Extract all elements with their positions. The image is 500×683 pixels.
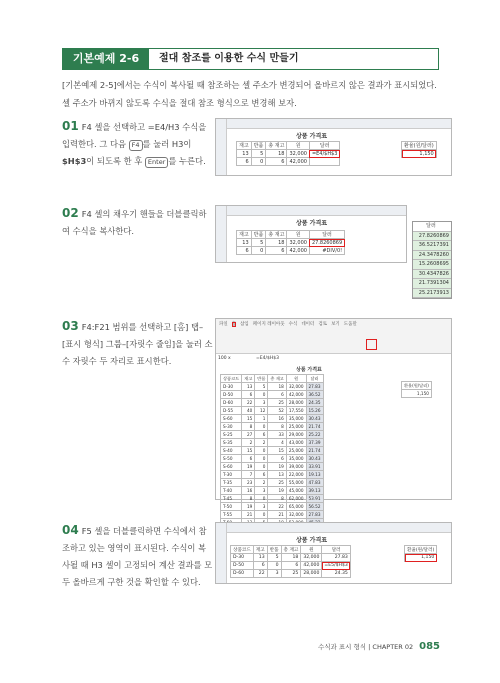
- key-enter: Enter: [145, 157, 168, 168]
- table-row: T-50 19 3 22 65,000 56.52: [221, 503, 324, 511]
- rate-cell[interactable]: 1,150: [402, 150, 437, 158]
- page-number: 085: [419, 641, 441, 652]
- screenshot-4: 상품 가격표 상품코드 재고 반품 총 재고 원 달러 D-30 13 5 18 32,000 27.83 D-50 6 0 6 42,000 =E5/$H$3 D-60 22 3 25 28,000 24.35 환율(원/달러) 1,150: [215, 522, 452, 584]
- example-tag: 기본예제 2-6: [63, 49, 149, 69]
- sheet-table-1: 재고 반품 총 재고 원 달러 13 5 18 32,000 =E4/$H$3 6 0 6 42,000: [236, 141, 340, 166]
- sheet-table-2: 재고 반품 총 재고 원 달러 13 5 18 32,000 27.8260869 6 0 6 42,000 #DIV/0!: [236, 230, 345, 255]
- excel-ribbon: 파일 홈 삽입 페이지 레이아웃 수식 데이터 검토 보기 도움말: [216, 319, 451, 354]
- table-row: D-55 40 12 52 17,550 15.26: [221, 407, 324, 415]
- step-1: 01 F4 셀을 선택하고 =E4/H3 수식을 입력한다. 그 다음 F4 를 눌러 H3이 $H$3이 되도록 한 후 Enter 를 누른다.: [62, 119, 207, 166]
- formula-cell[interactable]: =E4/$H$3: [309, 150, 340, 158]
- table-row: D-50 6 0 6 42,000 36.52: [221, 391, 324, 399]
- example-title: 절대 참조를 이용한 수식 만들기: [159, 53, 299, 64]
- editing-cell[interactable]: =E5/$H$3: [322, 562, 350, 570]
- screenshot-2: 상품 가격표 재고 반품 총 재고 원 달러 13 5 18 32,000 27.8260869 6 0 6 42,000 #DIV/0!: [215, 205, 407, 263]
- table-row: T-35 23 2 25 55,000 47.83: [221, 479, 324, 487]
- table-row: S-35 2 2 4 43,000 37.39: [221, 439, 324, 447]
- tab-home[interactable]: 홈: [231, 322, 237, 327]
- table-row: T-30 7 6 13 22,000 19.13: [221, 471, 324, 479]
- table-row: T-45 8 0 8 62,000 53.91: [221, 495, 324, 503]
- formula-bar[interactable]: =E4/$H$3: [256, 356, 279, 361]
- example-title-bar: [62, 48, 439, 70]
- name-box[interactable]: 100 x: [218, 356, 231, 361]
- table-row: S-30 8 0 8 25,000 21.74: [221, 423, 324, 431]
- screenshot-1: [215, 118, 452, 176]
- sheet-title: 상품 가격표: [296, 133, 328, 140]
- step-2: 02 F4 셀의 채우기 핸들을 더블클릭하여 수식을 복사한다.: [62, 206, 207, 236]
- table-row: S-60 19 0 19 39,000 33.91: [221, 463, 324, 471]
- intro-paragraph: [기본예제 2-5]에서는 수식이 복사될 때 참조하는 셀 주소가 변경되어 올바르지 않은 결과가 표시되었다. 셀 주소가 바뀌지 않도록 수식을 절대 참조 형식으로 변경해 보자.: [62, 80, 437, 108]
- table-row: D-30 13 5 18 32,000 27.83: [221, 383, 324, 391]
- step-4: 04 F5 셀을 더블클릭하면 수식에서 참조하고 있는 영역이 표시된다. 수식이 복사될 때 H3 셀이 고정되어 계산 결과를 모두 올바르게 구한 것을 확인할 수 있다.: [62, 523, 213, 587]
- sheet-table-3: 상품코드 재고 반품 총 재고 원 달러 D-30 13 5 18 32,000 27.83 D-50 6 0 6 42,000 36.52 D-60 22 3 25 28,000 24.35 D-55 40 12 52 17,550 15.26 S-60 15 1 16 35,000 30.43 S-30 8 0 8 25,000 21.74 S-25 27 6 33 29,000 25.22 S-35 2 2 4 43,000 37.39 S-40 15 0 15 25,000 21.74 S-50 6 0 6 35,000 30.43 S-60 19 0 19 39,000 33.91 T-30 7 6 13 22,000 19.13 T-35 23 2 25 55,000 47.83 T-40 16 3 19 45,000 39.13 T-45 8 0 8 62,000 53.91 T-50 19 3 22 65,000 56.52 T-55 21 0 21 32,000 27.83: [220, 374, 324, 527]
- key-f4: F4: [129, 140, 143, 151]
- sheet-table-4: 상품코드 재고 반품 총 재고 원 달러 D-30 13 5 18 32,000 27.83 D-50 6 0 6 42,000 =E5/$H$3 D-60 22 3 25 28,000 24.35: [230, 545, 351, 578]
- table-row: S-25 27 6 33 29,000 25.22: [221, 431, 324, 439]
- table-row: T-40 16 3 19 45,000 39.13: [221, 487, 324, 495]
- table-row: S-40 15 0 15 25,000 21.74: [221, 447, 324, 455]
- rate-table-1: 환율(원/달러) 1,150: [401, 141, 437, 158]
- page-footer: 수식과 표시 형식 | CHAPTER 02 085: [318, 641, 441, 652]
- table-row: S-60 15 1 16 35,000 30.43: [221, 415, 324, 423]
- filled-results-column: 달러 27.8260869 36.5217391 24.3478260 15.2608695 30.4347826 21.7391304 25.2173913: [412, 221, 452, 299]
- table-row: D-60 22 3 25 28,000 24.35: [221, 399, 324, 407]
- decrease-decimal-button[interactable]: [366, 339, 377, 350]
- table-row: T-55 21 0 21 32,000 27.83: [221, 511, 324, 519]
- step-3: 03 F4:F21 범위를 선택하고 [홈] 탭–[표시 형식] 그룹–[자릿수 줄임]을 눌러 소수 자릿수 두 자리로 표시한다.: [62, 319, 213, 366]
- screenshot-3: 파일 홈 삽입 페이지 레이아웃 수식 데이터 검토 보기 도움말 100 x =E4/$H$3 상품 가격표 상품코드 재고 반품 총 재고 원 달러 D-30 13 5 18 32,000 27.83 D-50 6 0 6 42,000 36.52 D-60 22 3 25 28,000 24.35 D-55 40 12 52 17,550 15.26 S-60 15 1 16 35,000 30.43 S-30 8 0 8 25,000 21.74 S-25 27 6 33 29,000 25.22 S-35 2 2 4 43,000 37.39 S-40 15 0 15 25,000 21.74 S-50 6 0 6 35,000 30.43 S-60 19 0 19 39,000 33.91 T-30 7 6 13 22,000 19.13 T-35 23 2 25 55,000 47.83 T-40 16 3 19 45,000 39.13 T-45 8 0 8 62,000 53.91 T-50 19 3 22 65,000 56.52 T-55 21 0 21 32,000 27.83 환율(원/달러) 1,150: [215, 318, 452, 500]
- step-1-number: 01: [62, 119, 79, 133]
- table-row: S-50 6 0 6 35,000 30.43: [221, 455, 324, 463]
